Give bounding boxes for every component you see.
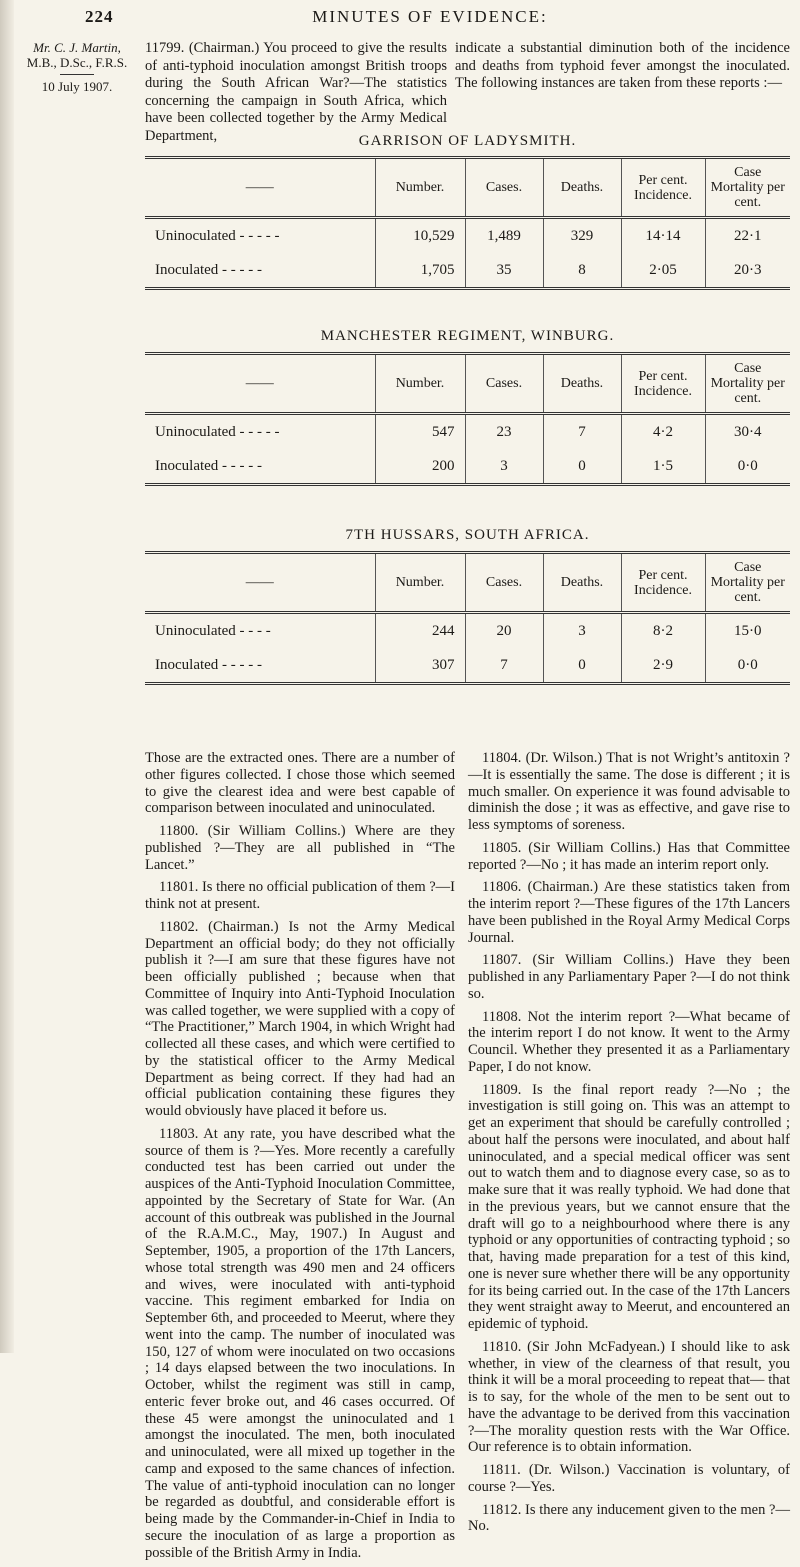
column-header: Deaths. (543, 354, 621, 414)
table-row (145, 218, 790, 254)
table-cell: 200 (375, 449, 465, 485)
scan-edge (0, 0, 14, 1353)
column-header: Number. (375, 354, 465, 414)
column-header: —— (145, 158, 375, 218)
table-cell: 307 (375, 648, 465, 684)
paragraph: 11804. (Dr. Wilson.) That is not Wright’s antitoxin ? —It is essentially the same. The dose is different ; it is much smaller. On experience it was found advisable to diminish the dose ; it was as effective, and gave rise to less symptoms of soreness. (468, 750, 790, 833)
column-header: Number. (375, 158, 465, 218)
sidenote-rule (60, 74, 94, 75)
table-cell: 2·05 (621, 253, 705, 289)
column-header: —— (145, 354, 375, 414)
statistics-table-ladysmith (145, 156, 790, 290)
table-cell: 1,489 (465, 218, 543, 254)
table-cell: 23 (465, 414, 543, 450)
body-column-left (145, 750, 455, 1567)
paragraph: 11810. (Sir John McFadyean.) I should like to ask whether, in view of the clearness of that result, you think it will be a moral proceeding to repeat that— that is to say, for the whole of the men to be sent out to have the advantage to be derived from this vaccination ?—The morality question rests with the War Office. Our reference is to obtain information. (468, 1338, 790, 1456)
table-cell: 2·9 (621, 648, 705, 684)
table-cell: 35 (465, 253, 543, 289)
table-cell: 1·5 (621, 449, 705, 485)
table-row (145, 449, 790, 485)
column-header: Cases. (465, 158, 543, 218)
table-cell: 20 (465, 613, 543, 649)
table-cell: 3 (543, 613, 621, 649)
table-row (145, 613, 790, 649)
table-title: 7TH HUSSARS, SOUTH AFRICA. (345, 527, 590, 543)
intro-paragraph-right: indicate a substantial diminution both of the incidence and deaths from typhoid fever amongst the inoculated. The following instances are taken from these reports :— (455, 40, 790, 92)
column-header: Case Mortality per cent. (705, 158, 790, 218)
table-cell: 7 (465, 648, 543, 684)
table-cell: 4·2 (621, 414, 705, 450)
evidence-date: 10 July 1907. (41, 79, 113, 94)
paragraph: 11808. Not the interim report ?—What became of the interim report I do not know. It went to the Army Council. Whether they presented it as a Parliamentary Paper, I do not know. (468, 1008, 790, 1075)
table-cell: 0 (543, 648, 621, 684)
paragraph: 11812. Is there any inducement given to the men ?— No. (468, 1501, 790, 1535)
intro-paragraph-left: 11799. (Chairman.) You proceed to give the results of anti-typhoid inoculation amongst British troops during the South African War?—The statistics concerning the campaign in South Africa, which have been collected together by the Army Medical Department, (145, 40, 447, 144)
column-header: Deaths. (543, 553, 621, 613)
table-cell: 1,705 (375, 253, 465, 289)
paragraph: 11806. (Chairman.) Are these statistics taken from the interim report ?—These figures of the 17th Lancers have been published in the Royal Army Medical Corps Journal. (468, 879, 790, 946)
row-label: Inoculated - - - - - (155, 457, 263, 474)
paragraph: 11802. (Chairman.) Is not the Army Medical Department an official body; do they not officially publish it ?—I am sure that these figures have not been officially published ; because when that Committee of Inquiry into Anti-Typhoid Inoculation was called together, we were supplied with a copy of “The Practitioner,” March 1904, in which Wright had collected all these cases, and which were certified to by the statistical officer to the Army Medical Department as being correct. If they had had an official publication containing these figures they would obviously have placed it before us. (145, 918, 455, 1119)
column-header: Case Mortality per cent. (705, 354, 790, 414)
table-cell: 3 (465, 449, 543, 485)
row-label: Inoculated - - - - - (155, 261, 263, 278)
table-cell: 10,529 (375, 218, 465, 254)
witness-degrees: M.B., D.Sc., F.R.S. (26, 55, 128, 70)
paragraph: 11800. (Sir William Collins.) Where are they published ?—They are all published in “The Lancet.” (145, 823, 455, 873)
column-header: Cases. (465, 354, 543, 414)
table-cell: 30·4 (705, 414, 790, 450)
paragraph: 11807. (Sir William Collins.) Have they been published in any Parliamentary Paper ?—I do not think so. (468, 952, 790, 1002)
column-header: —— (145, 553, 375, 613)
column-header: Number. (375, 553, 465, 613)
witness-sidenote (18, 40, 136, 94)
table-cell: 244 (375, 613, 465, 649)
table-cell: 0 (543, 449, 621, 485)
column-header: Case Mortality per cent. (705, 553, 790, 613)
table-cell: 0·0 (705, 449, 790, 485)
table-title: MANCHESTER REGIMENT, WINBURG. (320, 328, 615, 344)
table-cell: 22·1 (705, 218, 790, 254)
row-label: Inoculated - - - - - (155, 656, 263, 673)
table-header-row (145, 158, 790, 218)
table-cell: 329 (543, 218, 621, 254)
table-row (145, 648, 790, 684)
column-header: Per cent. Incidence. (621, 553, 705, 613)
paragraph: Those are the extracted ones. There are a number of other figures collected. I chose those which seemed to give the clearest idea and were best capable of comparison between inoculated and uninoculated. (145, 750, 455, 817)
statistics-table-hussars (145, 551, 790, 685)
paragraph: 11803. At any rate, you have described what the source of them is ?—Yes. More recently a carefully conducted test has been carried out under the auspices of the Anti-Typhoid Inoculation Committee, appointed by the Secretary of State for War. (An account of this outbreak was published in the Journal of the R.A.M.C., May, 1907.) In August and September, 1905, a proportion of the 17th Lancers, whose total strength was 490 men and 24 officers and wives, were inoculated with anti-typhoid vaccine. This regiment embarked for India on September 6th, and proceeded to Meerut, where they went into the camp. The number of inoculated was 150, 127 of whom were inoculated on two occasions ; 14 days elapsed between the two inoculations. In October, whilst the regiment was still in camp, enteric fever broke out, and 46 cases occurred. Of these 45 were amongst the uninoculated and 1 amongst the inoculated. The men, both inoculated and uninoculated, were all mixed up together in the camp and exposed to the same chances of infection. The value of anti-typhoid inoculation can no longer be regarded as doubtful, and considerable effort is being made by the Commander-in-Chief in India to secure the inoculation of as large a proportion as possible of the British Army in India. (145, 1125, 455, 1561)
table-cell: 0·0 (705, 648, 790, 684)
running-title: MINUTES OF EVIDENCE: (312, 7, 548, 26)
column-header: Per cent. Incidence. (621, 354, 705, 414)
row-label: Uninoculated - - - - (155, 622, 271, 639)
statistics-table-manchester (145, 352, 790, 486)
row-label: Uninoculated - - - - - (155, 227, 280, 244)
table-cell: 7 (543, 414, 621, 450)
table-header-row (145, 354, 790, 414)
paragraph: 11809. Is the final report ready ?—No ; the investigation is still going on. This was an attempt to get an experiment that should be carefully controlled ; about half the persons were inoculated, and about half uninoculated, and a special medical officer was sent out to watch them and to diagnose every case, so as to make sure that it was really typhoid. We had done that in the previous years, but we cannot ensure that the draft will go to a neighbourhood where there is any typhoid or any opportunities of contracting typhoid ; so that, having made preparation for a test of this kind, one is never sure whether there will be any opportunity for its being carried out. In the case of the 17th Lancers they went straight away to Meerut, and encountered an epidemic of typhoid. (468, 1081, 790, 1332)
table-cell: 8 (543, 253, 621, 289)
paragraph: 11811. (Dr. Wilson.) Vaccination is voluntary, of course ?—Yes. (468, 1462, 790, 1495)
row-label: Uninoculated - - - - - (155, 423, 280, 440)
table-title: GARRISON OF LADYSMITH. (358, 133, 577, 149)
column-header: Deaths. (543, 158, 621, 218)
page-number: 224 (85, 7, 114, 26)
body-column-right (468, 750, 790, 1541)
table-cell: 20·3 (705, 253, 790, 289)
table-cell: 15·0 (705, 613, 790, 649)
table-row (145, 414, 790, 450)
paragraph: 11801. Is there no official publication of them ?—I think not at present. (145, 879, 455, 912)
table-cell: 547 (375, 414, 465, 450)
paragraph: 11805. (Sir William Collins.) Has that Committee reported ?—No ; it has made an interim report only. (468, 839, 790, 873)
table-header-row (145, 553, 790, 613)
column-header: Cases. (465, 553, 543, 613)
table-cell: 8·2 (621, 613, 705, 649)
witness-name: Mr. C. J. Martin, (33, 40, 121, 55)
table-cell: 14·14 (621, 218, 705, 254)
table-row (145, 253, 790, 289)
column-header: Per cent. Incidence. (621, 158, 705, 218)
